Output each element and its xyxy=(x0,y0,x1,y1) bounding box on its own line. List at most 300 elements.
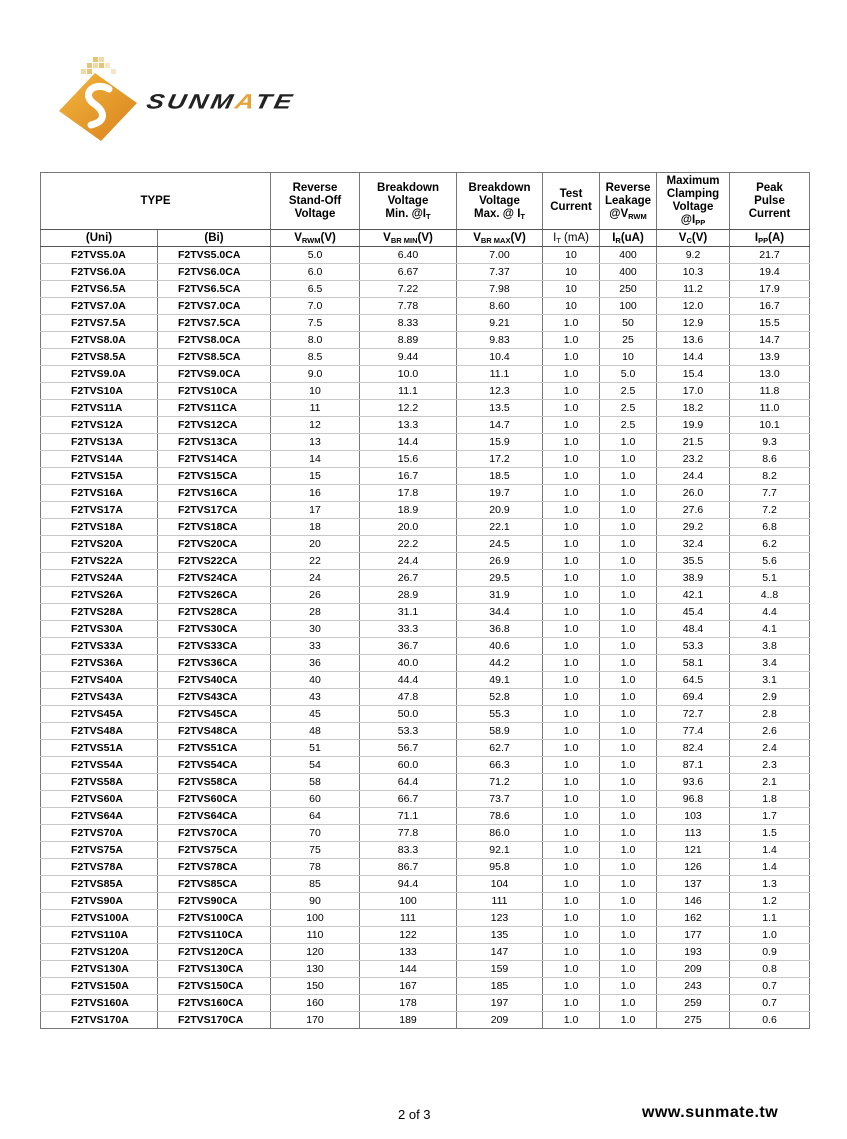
cell-bi: F2TVS110CA xyxy=(158,927,271,944)
cell-vrwm: 14 xyxy=(271,451,360,468)
tvs-spec-table xyxy=(40,172,810,1029)
cell-vrwm: 36 xyxy=(271,655,360,672)
cell-bi: F2TVS130CA xyxy=(158,961,271,978)
cell-bi: F2TVS100CA xyxy=(158,910,271,927)
cell-test-current: 1.0 xyxy=(543,451,600,468)
cell-vbr-max: 104 xyxy=(457,876,543,893)
cell-uni: F2TVS45A xyxy=(41,706,158,723)
cell-clamping: 126 xyxy=(657,859,730,876)
cell-vrwm: 8.5 xyxy=(271,349,360,366)
cell-clamping: 23.2 xyxy=(657,451,730,468)
cell-clamping: 58.1 xyxy=(657,655,730,672)
cell-vrwm: 5.0 xyxy=(271,247,360,264)
cell-peak-pulse: 1.4 xyxy=(730,842,810,859)
cell-peak-pulse: 11.0 xyxy=(730,400,810,417)
cell-clamping: 24.4 xyxy=(657,468,730,485)
cell-vbr-min: 8.33 xyxy=(360,315,457,332)
cell-peak-pulse: 5.1 xyxy=(730,570,810,587)
cell-vbr-min: 6.67 xyxy=(360,264,457,281)
cell-clamping: 48.4 xyxy=(657,621,730,638)
cell-leakage: 1.0 xyxy=(600,876,657,893)
cell-leakage: 100 xyxy=(600,298,657,315)
cell-uni: F2TVS70A xyxy=(41,825,158,842)
cell-leakage: 1.0 xyxy=(600,978,657,995)
cell-peak-pulse: 6.2 xyxy=(730,536,810,553)
cell-vrwm: 12 xyxy=(271,417,360,434)
cell-bi: F2TVS40CA xyxy=(158,672,271,689)
unit-ipp: $I_{PP}(A)$ xyxy=(730,230,810,247)
cell-leakage: 1.0 xyxy=(600,995,657,1012)
cell-test-current: 1.0 xyxy=(543,740,600,757)
cell-test-current: 1.0 xyxy=(543,689,600,706)
cell-clamping: 146 xyxy=(657,893,730,910)
cell-peak-pulse: 2.8 xyxy=(730,706,810,723)
cell-bi: F2TVS10CA xyxy=(158,383,271,400)
cell-vbr-max: 7.37 xyxy=(457,264,543,281)
cell-test-current: 1.0 xyxy=(543,502,600,519)
cell-uni: F2TVS170A xyxy=(41,1012,158,1029)
cell-leakage: 50 xyxy=(600,315,657,332)
cell-vbr-max: 34.4 xyxy=(457,604,543,621)
cell-peak-pulse: 10.1 xyxy=(730,417,810,434)
cell-clamping: 96.8 xyxy=(657,791,730,808)
cell-bi: F2TVS85CA xyxy=(158,876,271,893)
cell-bi: F2TVS33CA xyxy=(158,638,271,655)
table-row xyxy=(41,400,810,417)
cell-leakage: 1.0 xyxy=(600,621,657,638)
cell-test-current: 1.0 xyxy=(543,859,600,876)
cell-vrwm: 28 xyxy=(271,604,360,621)
cell-peak-pulse: 13.0 xyxy=(730,366,810,383)
table-row xyxy=(41,332,810,349)
cell-bi: F2TVS75CA xyxy=(158,842,271,859)
cell-vbr-min: 22.2 xyxy=(360,536,457,553)
cell-vbr-min: 14.4 xyxy=(360,434,457,451)
table-row xyxy=(41,723,810,740)
cell-clamping: 21.5 xyxy=(657,434,730,451)
cell-peak-pulse: 0.7 xyxy=(730,978,810,995)
cell-peak-pulse: 19.4 xyxy=(730,264,810,281)
company-logo xyxy=(55,55,325,145)
cell-peak-pulse: 0.8 xyxy=(730,961,810,978)
cell-vrwm: 48 xyxy=(271,723,360,740)
page-number: 2 of 3 xyxy=(398,1107,431,1122)
cell-leakage: 250 xyxy=(600,281,657,298)
table-row xyxy=(41,417,810,434)
cell-bi: F2TVS70CA xyxy=(158,825,271,842)
cell-vbr-max: 147 xyxy=(457,944,543,961)
cell-peak-pulse: 16.7 xyxy=(730,298,810,315)
cell-bi: F2TVS51CA xyxy=(158,740,271,757)
cell-peak-pulse: 1.4 xyxy=(730,859,810,876)
cell-uni: F2TVS54A xyxy=(41,757,158,774)
cell-uni: F2TVS11A xyxy=(41,400,158,417)
cell-vbr-min: 12.2 xyxy=(360,400,457,417)
cell-uni: F2TVS130A xyxy=(41,961,158,978)
cell-clamping: 87.1 xyxy=(657,757,730,774)
cell-bi: F2TVS16CA xyxy=(158,485,271,502)
cell-vbr-min: 83.3 xyxy=(360,842,457,859)
cell-peak-pulse: 9.3 xyxy=(730,434,810,451)
cell-bi: F2TVS5.0CA xyxy=(158,247,271,264)
table-row xyxy=(41,638,810,655)
cell-clamping: 10.3 xyxy=(657,264,730,281)
cell-uni: F2TVS14A xyxy=(41,451,158,468)
cell-bi: F2TVS6.0CA xyxy=(158,264,271,281)
cell-bi: F2TVS58CA xyxy=(158,774,271,791)
cell-vbr-min: 9.44 xyxy=(360,349,457,366)
unit-ir: $I_R(uA)$ xyxy=(600,230,657,247)
cell-vbr-min: 66.7 xyxy=(360,791,457,808)
cell-clamping: 17.0 xyxy=(657,383,730,400)
cell-vrwm: 9.0 xyxy=(271,366,360,383)
cell-clamping: 93.6 xyxy=(657,774,730,791)
cell-vrwm: 51 xyxy=(271,740,360,757)
cell-vbr-min: 44.4 xyxy=(360,672,457,689)
cell-clamping: 121 xyxy=(657,842,730,859)
cell-vbr-min: 189 xyxy=(360,1012,457,1029)
table-row xyxy=(41,893,810,910)
cell-peak-pulse: 7.7 xyxy=(730,485,810,502)
cell-test-current: 1.0 xyxy=(543,434,600,451)
cell-bi: F2TVS20CA xyxy=(158,536,271,553)
cell-vrwm: 75 xyxy=(271,842,360,859)
cell-leakage: 1.0 xyxy=(600,468,657,485)
cell-uni: F2TVS36A xyxy=(41,655,158,672)
website-url: www.sunmate.tw xyxy=(642,1104,779,1121)
cell-vbr-max: 31.9 xyxy=(457,587,543,604)
table-row xyxy=(41,604,810,621)
cell-vbr-max: 15.9 xyxy=(457,434,543,451)
cell-leakage: 1.0 xyxy=(600,689,657,706)
cell-vbr-max: 73.7 xyxy=(457,791,543,808)
table-row xyxy=(41,366,810,383)
cell-vbr-max: 66.3 xyxy=(457,757,543,774)
cell-vbr-max: 12.3 xyxy=(457,383,543,400)
cell-vbr-min: 18.9 xyxy=(360,502,457,519)
cell-peak-pulse: 1.7 xyxy=(730,808,810,825)
cell-uni: F2TVS20A xyxy=(41,536,158,553)
cell-vbr-max: 159 xyxy=(457,961,543,978)
cell-bi: F2TVS120CA xyxy=(158,944,271,961)
cell-bi: F2TVS43CA xyxy=(158,689,271,706)
cell-uni: F2TVS8.5A xyxy=(41,349,158,366)
cell-peak-pulse: 3.8 xyxy=(730,638,810,655)
table-row xyxy=(41,808,810,825)
cell-peak-pulse: 1.2 xyxy=(730,893,810,910)
cell-bi: F2TVS22CA xyxy=(158,553,271,570)
unit-uni: (Uni) xyxy=(41,230,158,247)
cell-peak-pulse: 3.4 xyxy=(730,655,810,672)
cell-clamping: 14.4 xyxy=(657,349,730,366)
cell-vrwm: 24 xyxy=(271,570,360,587)
cell-clamping: 9.2 xyxy=(657,247,730,264)
cell-vbr-min: 167 xyxy=(360,978,457,995)
cell-bi: F2TVS54CA xyxy=(158,757,271,774)
cell-vrwm: 26 xyxy=(271,587,360,604)
cell-bi: F2TVS7.0CA xyxy=(158,298,271,315)
cell-uni: F2TVS6.0A xyxy=(41,264,158,281)
cell-clamping: 243 xyxy=(657,978,730,995)
cell-test-current: 1.0 xyxy=(543,808,600,825)
cell-vbr-max: 13.5 xyxy=(457,400,543,417)
table-row xyxy=(41,536,810,553)
cell-test-current: 1.0 xyxy=(543,638,600,655)
cell-uni: F2TVS110A xyxy=(41,927,158,944)
cell-vbr-min: 26.7 xyxy=(360,570,457,587)
cell-bi: F2TVS45CA xyxy=(158,706,271,723)
cell-uni: F2TVS40A xyxy=(41,672,158,689)
cell-leakage: 1.0 xyxy=(600,774,657,791)
cell-vbr-min: 8.89 xyxy=(360,332,457,349)
cell-leakage: 2.5 xyxy=(600,400,657,417)
cell-vrwm: 15 xyxy=(271,468,360,485)
cell-uni: F2TVS9.0A xyxy=(41,366,158,383)
cell-vbr-min: 122 xyxy=(360,927,457,944)
cell-vrwm: 30 xyxy=(271,621,360,638)
cell-vbr-min: 40.0 xyxy=(360,655,457,672)
cell-test-current: 1.0 xyxy=(543,910,600,927)
cell-vbr-min: 144 xyxy=(360,961,457,978)
cell-vbr-max: 24.5 xyxy=(457,536,543,553)
cell-uni: F2TVS85A xyxy=(41,876,158,893)
cell-test-current: 1.0 xyxy=(543,757,600,774)
cell-uni: F2TVS43A xyxy=(41,689,158,706)
cell-leakage: 25 xyxy=(600,332,657,349)
cell-vbr-max: 58.9 xyxy=(457,723,543,740)
cell-vbr-max: 7.00 xyxy=(457,247,543,264)
cell-bi: F2TVS18CA xyxy=(158,519,271,536)
cell-uni: F2TVS6.5A xyxy=(41,281,158,298)
cell-leakage: 1.0 xyxy=(600,893,657,910)
cell-uni: F2TVS22A xyxy=(41,553,158,570)
cell-vbr-max: 78.6 xyxy=(457,808,543,825)
cell-vrwm: 45 xyxy=(271,706,360,723)
cell-uni: F2TVS7.0A xyxy=(41,298,158,315)
table-row xyxy=(41,502,810,519)
cell-clamping: 45.4 xyxy=(657,604,730,621)
cell-uni: F2TVS24A xyxy=(41,570,158,587)
cell-uni: F2TVS33A xyxy=(41,638,158,655)
cell-clamping: 177 xyxy=(657,927,730,944)
table-row xyxy=(41,978,810,995)
cell-leakage: 1.0 xyxy=(600,502,657,519)
cell-uni: F2TVS160A xyxy=(41,995,158,1012)
cell-clamping: 38.9 xyxy=(657,570,730,587)
cell-leakage: 1.0 xyxy=(600,638,657,655)
cell-clamping: 64.5 xyxy=(657,672,730,689)
cell-uni: F2TVS75A xyxy=(41,842,158,859)
table-row xyxy=(41,621,810,638)
cell-clamping: 26.0 xyxy=(657,485,730,502)
cell-vbr-max: 55.3 xyxy=(457,706,543,723)
cell-vbr-max: 62.7 xyxy=(457,740,543,757)
cell-test-current: 1.0 xyxy=(543,400,600,417)
cell-clamping: 18.2 xyxy=(657,400,730,417)
cell-vbr-min: 33.3 xyxy=(360,621,457,638)
cell-clamping: 29.2 xyxy=(657,519,730,536)
cell-vbr-max: 22.1 xyxy=(457,519,543,536)
cell-bi: F2TVS60CA xyxy=(158,791,271,808)
cell-leakage: 1.0 xyxy=(600,825,657,842)
cell-vrwm: 150 xyxy=(271,978,360,995)
cell-uni: F2TVS30A xyxy=(41,621,158,638)
cell-test-current: 1.0 xyxy=(543,723,600,740)
table-row xyxy=(41,264,810,281)
cell-test-current: 10 xyxy=(543,281,600,298)
cell-bi: F2TVS28CA xyxy=(158,604,271,621)
table-row xyxy=(41,774,810,791)
cell-clamping: 162 xyxy=(657,910,730,927)
cell-vbr-max: 86.0 xyxy=(457,825,543,842)
cell-vbr-max: 11.1 xyxy=(457,366,543,383)
table-row xyxy=(41,247,810,264)
cell-bi: F2TVS11CA xyxy=(158,400,271,417)
cell-leakage: 400 xyxy=(600,264,657,281)
cell-vrwm: 10 xyxy=(271,383,360,400)
cell-vbr-min: 11.1 xyxy=(360,383,457,400)
cell-bi: F2TVS90CA xyxy=(158,893,271,910)
cell-uni: F2TVS5.0A xyxy=(41,247,158,264)
cell-clamping: 27.6 xyxy=(657,502,730,519)
cell-bi: F2TVS160CA xyxy=(158,995,271,1012)
table-row xyxy=(41,672,810,689)
cell-leakage: 1.0 xyxy=(600,927,657,944)
cell-peak-pulse: 11.8 xyxy=(730,383,810,400)
cell-clamping: 69.4 xyxy=(657,689,730,706)
cell-clamping: 72.7 xyxy=(657,706,730,723)
cell-vbr-max: 40.6 xyxy=(457,638,543,655)
cell-vrwm: 16 xyxy=(271,485,360,502)
cell-peak-pulse: 0.7 xyxy=(730,995,810,1012)
cell-uni: F2TVS15A xyxy=(41,468,158,485)
table-row xyxy=(41,298,810,315)
table-row xyxy=(41,570,810,587)
table-row xyxy=(41,655,810,672)
cell-leakage: 1.0 xyxy=(600,536,657,553)
cell-vrwm: 17 xyxy=(271,502,360,519)
cell-peak-pulse: 2.1 xyxy=(730,774,810,791)
cell-peak-pulse: 4.1 xyxy=(730,621,810,638)
cell-vbr-min: 16.7 xyxy=(360,468,457,485)
cell-clamping: 259 xyxy=(657,995,730,1012)
cell-vrwm: 6.5 xyxy=(271,281,360,298)
cell-clamping: 13.6 xyxy=(657,332,730,349)
cell-leakage: 1.0 xyxy=(600,910,657,927)
cell-clamping: 53.3 xyxy=(657,638,730,655)
cell-vrwm: 60 xyxy=(271,791,360,808)
logo-wordmark: SUNMATE xyxy=(144,89,298,114)
cell-leakage: 400 xyxy=(600,247,657,264)
cell-vbr-max: 10.4 xyxy=(457,349,543,366)
cell-vbr-min: 28.9 xyxy=(360,587,457,604)
cell-leakage: 1.0 xyxy=(600,434,657,451)
cell-peak-pulse: 15.5 xyxy=(730,315,810,332)
cell-vbr-max: 7.98 xyxy=(457,281,543,298)
cell-test-current: 10 xyxy=(543,298,600,315)
cell-vbr-min: 6.40 xyxy=(360,247,457,264)
col-header-leakage: Reverse Leakage $@V_{RWM}$ xyxy=(600,173,657,230)
cell-vrwm: 43 xyxy=(271,689,360,706)
cell-test-current: 1.0 xyxy=(543,604,600,621)
unit-bi: (Bi) xyxy=(158,230,271,247)
cell-vrwm: 40 xyxy=(271,672,360,689)
cell-uni: F2TVS64A xyxy=(41,808,158,825)
unit-vbr-min: $V_{BR MIN}(V)$ xyxy=(360,230,457,247)
cell-leakage: 10 xyxy=(600,349,657,366)
cell-vbr-max: 36.8 xyxy=(457,621,543,638)
cell-test-current: 1.0 xyxy=(543,876,600,893)
cell-test-current: 1.0 xyxy=(543,485,600,502)
table-row xyxy=(41,927,810,944)
cell-vrwm: 160 xyxy=(271,995,360,1012)
cell-test-current: 1.0 xyxy=(543,536,600,553)
cell-clamping: 82.4 xyxy=(657,740,730,757)
cell-vbr-min: 133 xyxy=(360,944,457,961)
cell-vbr-min: 111 xyxy=(360,910,457,927)
cell-vbr-max: 29.5 xyxy=(457,570,543,587)
cell-peak-pulse: 1.3 xyxy=(730,876,810,893)
cell-test-current: 10 xyxy=(543,247,600,264)
cell-test-current: 1.0 xyxy=(543,774,600,791)
cell-peak-pulse: 5.6 xyxy=(730,553,810,570)
table-row xyxy=(41,281,810,298)
cell-leakage: 1.0 xyxy=(600,859,657,876)
cell-vbr-min: 94.4 xyxy=(360,876,457,893)
cell-vbr-min: 60.0 xyxy=(360,757,457,774)
cell-peak-pulse: 7.2 xyxy=(730,502,810,519)
cell-uni: F2TVS10A xyxy=(41,383,158,400)
table-row xyxy=(41,689,810,706)
cell-uni: F2TVS150A xyxy=(41,978,158,995)
cell-test-current: 1.0 xyxy=(543,706,600,723)
cell-vbr-min: 15.6 xyxy=(360,451,457,468)
col-header-test-current: Test Current xyxy=(543,173,600,230)
table-row xyxy=(41,859,810,876)
cell-test-current: 1.0 xyxy=(543,553,600,570)
cell-peak-pulse: 13.9 xyxy=(730,349,810,366)
cell-bi: F2TVS64CA xyxy=(158,808,271,825)
cell-clamping: 275 xyxy=(657,1012,730,1029)
cell-test-current: 1.0 xyxy=(543,332,600,349)
table-row xyxy=(41,791,810,808)
cell-leakage: 1.0 xyxy=(600,1012,657,1029)
cell-test-current: 1.0 xyxy=(543,944,600,961)
cell-vrwm: 11 xyxy=(271,400,360,417)
cell-vrwm: 64 xyxy=(271,808,360,825)
cell-leakage: 1.0 xyxy=(600,706,657,723)
cell-uni: F2TVS16A xyxy=(41,485,158,502)
cell-uni: F2TVS90A xyxy=(41,893,158,910)
cell-vrwm: 100 xyxy=(271,910,360,927)
cell-vbr-max: 14.7 xyxy=(457,417,543,434)
cell-vbr-min: 24.4 xyxy=(360,553,457,570)
cell-vbr-min: 56.7 xyxy=(360,740,457,757)
cell-vbr-min: 86.7 xyxy=(360,859,457,876)
cell-bi: F2TVS9.0CA xyxy=(158,366,271,383)
table-row xyxy=(41,961,810,978)
cell-vbr-min: 53.3 xyxy=(360,723,457,740)
spec-table-body xyxy=(41,247,810,1029)
cell-test-current: 1.0 xyxy=(543,791,600,808)
cell-peak-pulse: 0.6 xyxy=(730,1012,810,1029)
cell-test-current: 1.0 xyxy=(543,672,600,689)
cell-vrwm: 170 xyxy=(271,1012,360,1029)
cell-peak-pulse: 2.4 xyxy=(730,740,810,757)
cell-test-current: 1.0 xyxy=(543,587,600,604)
cell-leakage: 2.5 xyxy=(600,417,657,434)
cell-bi: F2TVS13CA xyxy=(158,434,271,451)
